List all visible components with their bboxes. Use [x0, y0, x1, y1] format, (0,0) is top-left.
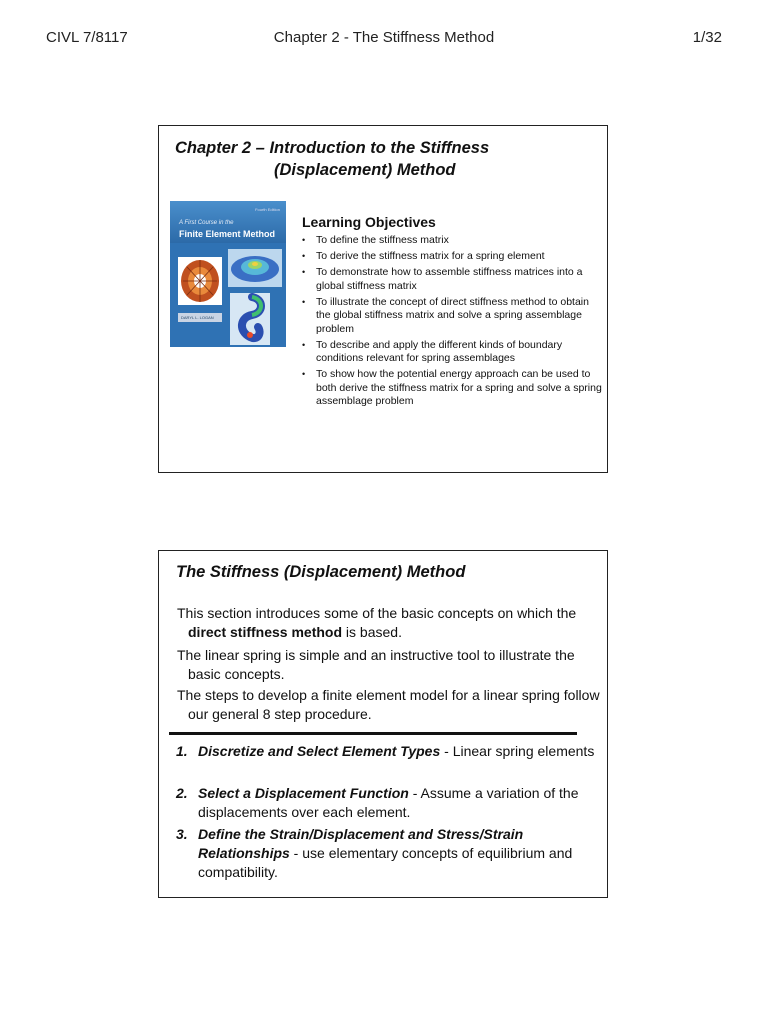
step-title: Select a Displacement Function: [198, 785, 409, 801]
step-number: 3.: [176, 826, 188, 842]
paragraph-text: is based.: [342, 624, 402, 640]
paragraph-bold-text: direct stiffness method: [188, 624, 343, 640]
objectives-heading: Learning Objectives: [302, 214, 436, 230]
slide-title-line1: Chapter 2 – Introduction to the Stiffness: [175, 139, 490, 157]
cover-plate-image: [228, 249, 282, 287]
slide-title: The Stiffness (Displacement) Method: [176, 563, 466, 581]
book-edition: Fourth Edition: [255, 207, 280, 212]
step-number: 1.: [176, 743, 188, 759]
cover-mesh-image: [178, 257, 222, 305]
paragraph-text: This section introduces some of the basic concepts on which the: [177, 605, 577, 621]
step-item: [176, 825, 618, 882]
divider: [169, 732, 577, 735]
objectives-list: [302, 234, 602, 411]
paragraph-spring: The linear spring is simple and an instructive tool to illustrate the basic concepts.: [177, 647, 575, 682]
step-text: - use elementary concepts of equilibrium and compatibility.: [198, 845, 573, 880]
paragraph-intro: [177, 604, 608, 642]
step-number: 2.: [176, 785, 188, 801]
list-item: • To show how the potential energy approach can be used to both derive the stiffness matrix for a spring and solve a spring assemblage problem: [302, 368, 602, 409]
step-text: - Linear spring elements: [440, 743, 595, 759]
slide-title: [175, 137, 595, 181]
step-item: [176, 742, 618, 761]
cover-hook-image: [230, 293, 270, 345]
list-item: • To illustrate the concept of direct stiffness method to obtain the global stiffness matrix and solve a spring assemblage problem: [302, 296, 602, 337]
slide-intro: [158, 125, 608, 473]
slide-stiffness-method: [158, 550, 608, 898]
step-title: Define the Strain/Displacement and Stress/Strain Relationships: [198, 826, 524, 861]
list-item: • To define the stiffness matrix: [302, 234, 602, 248]
header-chapter: Chapter 2 - The Stiffness Method: [273, 29, 495, 46]
list-item: • To describe and apply the different kinds of boundary conditions relevant for spring assemblages: [302, 339, 602, 366]
slide-title-line2: (Displacement) Method: [274, 161, 456, 179]
book-cover-image: [170, 201, 286, 347]
step-title: Discretize and Select Element Types: [198, 743, 441, 759]
paragraph-steps: The steps to develop a finite element model for a linear spring follow our general 8 step procedure.: [177, 687, 600, 722]
header-course: CIVL 7/8117: [46, 29, 128, 46]
book-subtitle: A First Course in the: [179, 220, 234, 226]
book-title: Finite Element Method: [179, 229, 276, 239]
step-item: [176, 784, 618, 822]
step-text: - Assume a variation of the displacements over each element.: [198, 785, 579, 820]
book-author: DARYL L. LOGAN: [178, 313, 222, 322]
list-item: • To derive the stiffness matrix for a spring element: [302, 250, 602, 264]
list-item: • To demonstrate how to assemble stiffness matrices into a global stiffness matrix: [302, 266, 602, 293]
header-page-number: 1/32: [692, 29, 722, 46]
